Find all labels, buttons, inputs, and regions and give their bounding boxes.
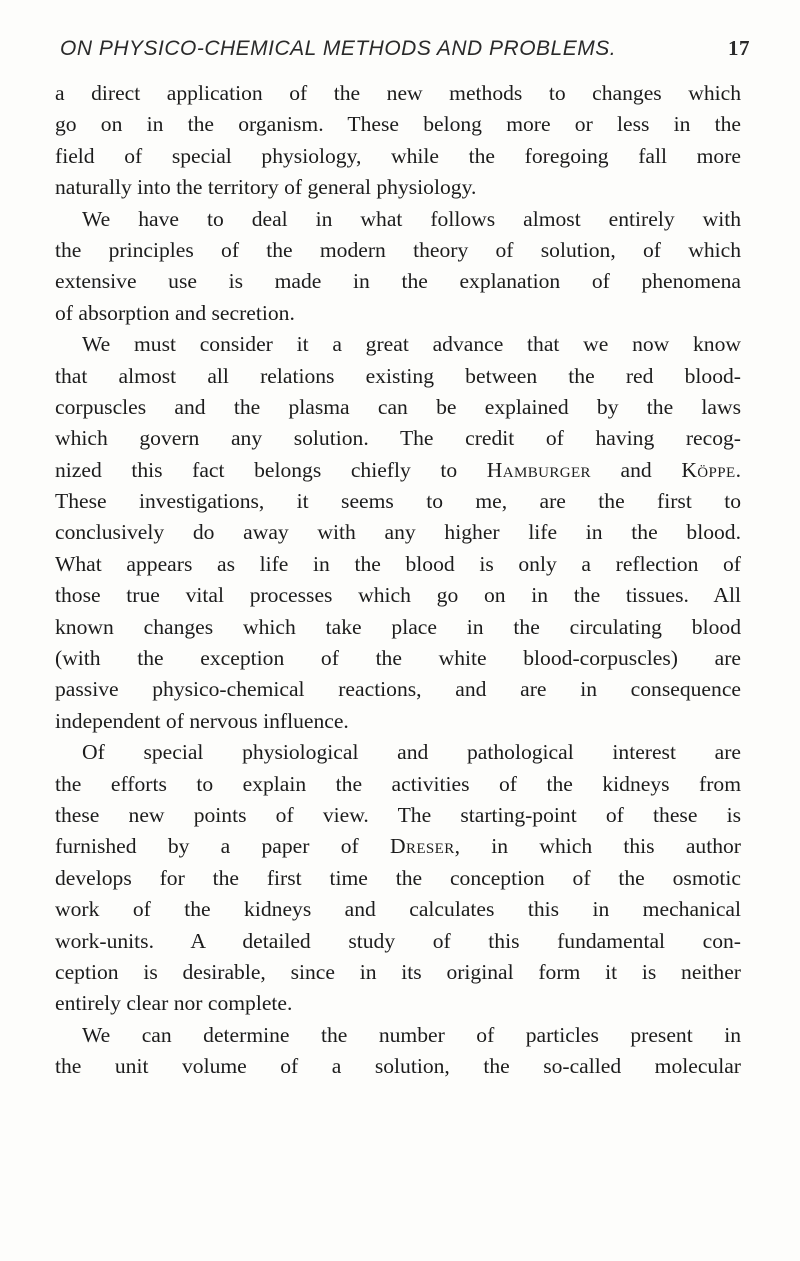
author-name-koppe: Köppe bbox=[681, 457, 736, 482]
text-line bbox=[55, 455, 741, 486]
text-line: the principles of the modern theory of solution, of which bbox=[55, 237, 741, 262]
text-line: extensive use is made in the explanation of phenomena bbox=[55, 269, 741, 294]
text-line: corpuscles and the plasma can be explained by the laws bbox=[55, 394, 741, 419]
text-line: of absorption and secretion. bbox=[55, 300, 295, 325]
running-title: ON PHYSICO-CHEMICAL METHODS AND PROBLEMS. bbox=[60, 37, 617, 60]
text-line: develops for the first time the conception of the osmotic bbox=[55, 865, 741, 890]
text-line: those true vital processes which go on in the tissues. All bbox=[55, 583, 741, 608]
text-fragment: nized this fact belongs chiefly to bbox=[55, 457, 487, 482]
text-line: passive physico-chemical reactions, and are in consequence bbox=[55, 677, 741, 702]
text-line: naturally into the territory of general physiology. bbox=[55, 175, 477, 200]
paragraph-first-line: We have to deal in what follows almost entirely with bbox=[82, 206, 741, 231]
text-line: these new points of view. The starting-point of these is bbox=[55, 802, 741, 827]
text-line: independent of nervous influence. bbox=[55, 708, 349, 733]
running-head bbox=[60, 36, 750, 66]
text-line bbox=[55, 831, 741, 862]
text-line: the unit volume of a solution, the so-called molecular bbox=[55, 1054, 741, 1079]
text-fragment: and bbox=[590, 457, 682, 482]
text-line: ception is desirable, since in its original form it is neither bbox=[55, 959, 741, 984]
text-line: These investigations, it seems to me, are the first to bbox=[55, 489, 741, 514]
author-name-hamburger: Hamburger bbox=[486, 457, 591, 482]
text-fragment: , in which this author bbox=[454, 834, 741, 859]
text-line: that almost all relations existing between the red blood- bbox=[55, 363, 741, 388]
text-line: (with the exception of the white blood-corpuscles) are bbox=[55, 646, 741, 671]
text-fragment: furnished by a paper of bbox=[55, 834, 390, 859]
body-text bbox=[55, 78, 741, 1083]
author-name-dreser: Dreser bbox=[389, 834, 455, 859]
text-line: entirely clear nor complete. bbox=[55, 991, 293, 1016]
text-line: the efforts to explain the activities of the kidneys from bbox=[55, 771, 741, 796]
paragraph-first-line: We must consider it a great advance that we now know bbox=[82, 332, 741, 357]
paragraph-first-line: Of special physiological and pathological interest are bbox=[82, 740, 741, 765]
text-line: conclusively do away with any higher life in the blood. bbox=[55, 520, 741, 545]
paragraph-first-line: We can determine the number of particles present in bbox=[82, 1022, 741, 1047]
text-line: known changes which take place in the circulating blood bbox=[55, 614, 741, 639]
text-line: What appears as life in the blood is only a reflection of bbox=[55, 551, 741, 576]
text-fragment: . bbox=[735, 457, 741, 482]
page-number: 17 bbox=[728, 36, 750, 60]
text-line: work of the kidneys and calculates this in mechanical bbox=[55, 897, 741, 922]
text-line: go on in the organism. These belong more or less in the bbox=[55, 112, 741, 137]
text-line: which govern any solution. The credit of having recog- bbox=[55, 426, 741, 451]
text-line: work-units. A detailed study of this fundamental con- bbox=[55, 928, 741, 953]
text-line: a direct application of the new methods to changes which bbox=[55, 81, 741, 105]
text-line: field of special physiology, while the foregoing fall more bbox=[55, 143, 741, 168]
